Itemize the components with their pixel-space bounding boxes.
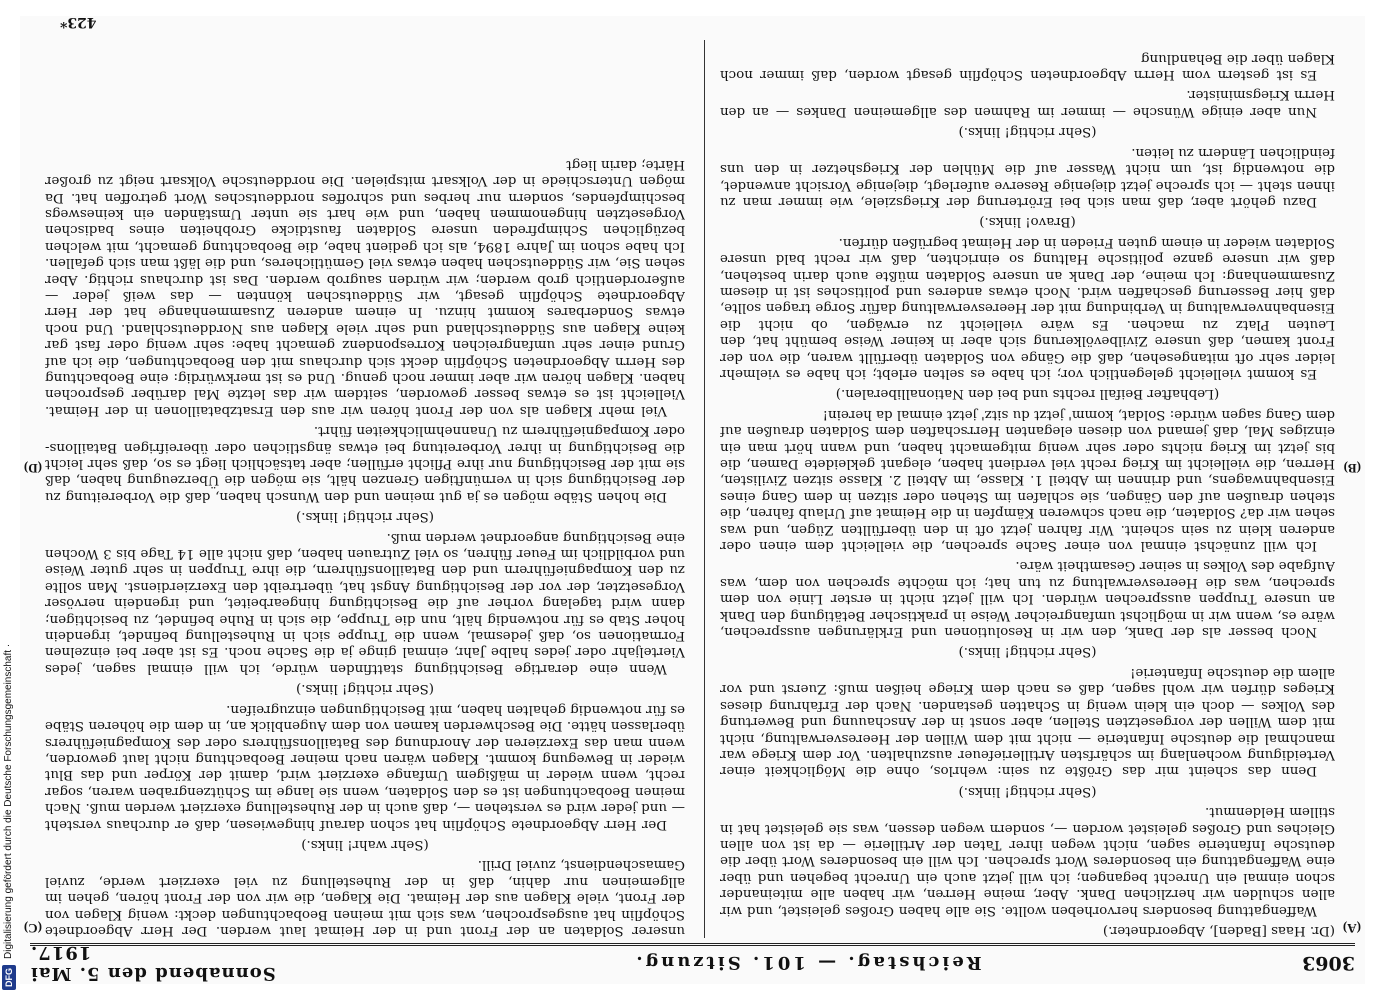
- page-title: Reichstag. — 101. Sitzung.: [633, 952, 982, 974]
- page-header: [30, 942, 1355, 984]
- interjection: (Sehr richtig! links.): [958, 124, 1097, 140]
- left-column: [720, 28, 1335, 938]
- paragraph: Waffengattung besonders hervorheben wollte. Sie alle haben Großes geleistet, und wir allen schulden wir herzlichen Dank. Aber, meine Herren, wir haben alle miteinander schon einmal ein Unrecht begangen; ich will jetzt auch ein Unrecht begehen und über eine Waffengattung ein besonderes Wort sprechen. Ich will ein besonderes Wort über die deutsche Infanterie sagen, nicht wegen ihrer Taten der Artillerie — da ist von allen Gleiches und Großes geleistet worden —, sondern wegen dessen, was sie geleistet hat in stillem Heldenmut.: [720, 804, 1335, 918]
- interjection: (Sehr richtig! links.): [296, 509, 434, 525]
- margin-marker-c: (C): [23, 921, 42, 936]
- interjection: (Sehr wahr! links.): [301, 836, 429, 852]
- interjection: (Sehr richtig! links.): [958, 644, 1097, 660]
- paragraph: Denn das scheint mir das Größte zu sein: wehrlos, ohne die Möglichkeit einer Verteidigung wochenlang im schärfsten Artilleriefeuer auszuhalten. Vor dem Kriege war manchmal die deutsche Infanterie — nicht mit dem Willen der Heeresverwaltung, nicht mit dem Willen der vorgesetzten Stellen, aber sonst in der Anschauung und Bewertung des Volkes — doch ein klein wenig in Schatten gestanden. Nach der Erfahrung dieses Krieges dürfen wir wohl sagen, daß es nach dem Kriege heißen muß: Zuerst und vor allem die deutsche Infanterie!: [720, 664, 1335, 779]
- column-divider: [704, 40, 705, 938]
- margin-marker-d: (D): [23, 461, 42, 476]
- speaker-line: (Dr. Haas [Baden], Abgeordneter.): [1102, 923, 1335, 938]
- page-date: Sonnabend den 5. Mai 1917.: [30, 942, 276, 984]
- right-column: [45, 28, 685, 938]
- page-mark: 423*: [60, 14, 97, 30]
- interjection: (Sehr richtig! links.): [296, 681, 434, 697]
- margin-marker-a: (A): [1342, 921, 1361, 936]
- paragraph: Ich will zunächst einmal von einer Sache sprechen, die vielleicht dem einen oder anderen klein zu sein scheint. Wir fahren jetzt oft in den überfüllten Zügen, und was sehen wir da? Soldaten, die nach schweren Kämpfen in die Heimat auf Urlaub fahren, die stehen draußen auf den Gängen, sie schlafen im Stehen oder sitzen in dem Gang eines Eisenbahnwagens, und drinnen im Abteil 1. Klasse, im Abteil 2. Klasse sitzen Zivilisten, Herren, die vielleicht im Krieg recht viel verdient haben, elegant gekleidete Damen, die bis jetzt im Krieg nichts oder sehr wenig mitgemacht haben, und wann hört man ein einziges Mal, daß jemand von diesen eleganten Herrschaften dem Soldaten draußen auf dem Gang sagen würde: Soldat, komm' jetzt du sitz' jetzt einmal da herein!: [720, 406, 1335, 554]
- paragraph: Wenn eine derartige Besichtigung stattfinden würde, ich will einmal sagen, jedes Vierteljahr oder jedes halbe Jahr, einmal ginge ja die Sache noch. Es ist aber bei einzelnen Formationen so, daß jedesmal, wenn die Truppe sich in Ruhestellung befindet, irgendein hoher Stab es für notwendig hält, nun die Truppe, die sich in Ruhe befindet, zu besichtigen; dann wird tagelang vorher auf die Besichtigung hingearbeitet, und irgendein nervöser Vorgesetzter, der vor der Besichtigung Angst hat, übertreibt den Exerzierdienst. Man sollte zu den Kompagnieführern und den Bataillonsführern, die ihre Truppen in sehr guter Weise und vorbildlich im Feuer führen, so viel Zutrauen haben, daß nicht alle 14 Tage bis 3 Wochen eine Besichtigung angeordnet werden muß.: [45, 529, 685, 676]
- page-number: 3063: [1302, 952, 1355, 974]
- dfg-logo: DFG: [2, 965, 16, 990]
- paragraph: Viel mehr Klagen als von der Front hören wir aus den Ersatzbataillonen in der Heimat. Vielleicht ist es etwas besser geworden, seitdem wir das letzte Mal darüber gesprochen haben. Klagen hören wir aber immer noch genug. Und es ist merkwürdig: eine Beobachtung des Herrn Abgeordneten Schöpflin deckt sich durchaus mit den Beobachtungen, die ich auf Grund einer sehr umfangreichen Korrespondenz gemacht habe: sehr wenig oder fast gar keine Klagen aus Süddeutschland und sehr viele Klagen aus Norddeutschland. Und noch etwas Sonderbares kommt hinzu. In einem anderen Zusammenhange hat der Herr Abgeordnete Schöpflin gesagt, wir Süddeutschen könnten — das weiß jeder — außerordentlich grob werden; wir würden saugrob werden. Das ist durchaus richtig. Aber sehen Sie, wir Süddeutschen haben etwas viel Gemütlicheres, und die läßt man sich gefallen. Ich habe schon im Jahre 1894, als ich gedient habe, die Beobachtung gemacht, mit welchen bezüglichen Schimpfreden unsere Soldaten faustdicke Grobheiten eines badischen Vorgesetzten hingenommen haben, und wie hart sie unter Umständen ein keineswegs beschimpfendes, sondern nur herbes und schroffes norddeutsches Wort getroffen hat. Da mögen Unterschiede in der Volksart mitspielen. Die norddeutsche Volksart neigt zu großer Härte; darin liegt: [45, 156, 685, 418]
- paragraph: Die hohen Stäbe mögen es ja gut meinen und den Wunsch haben, daß die Vorbereitung zu der Besichtigung sich in vernünftigen Grenzen hält, sie mögen die Überzeugung haben, daß sie mit der Besichtigung nur ihre Pflicht erfüllen; aber tatsächlich liegt es so, daß sehr leicht die Besichtigung in ihrer Vorbereitung bei etwas ängstlichen oder übereifrigen Bataillons- oder Kompagnieführern zu Unannehmlichkeiten führt.: [45, 423, 685, 504]
- paragraph: Der Herr Abgeordnete Schöpflin hat schon darauf hingewiesen, daß er durchaus versteht — und jeder wird es verstehen —, daß auch in der Ruhestellung exerziert werden muß. Nach meinen Beobachtungen ist es den Soldaten, wenn sie lange im Schützengraben waren, sogar recht, wenn wieder in mäßigem Umfange exerziert wird, damit der Körper und das Blut wieder in Bewegung kommt. Klagen wären nach meiner Beobachtung nicht laut geworden, wenn man das Exerzieren der Anordnung des Bataillonsführers oder des Kompagnieführers überlassen hätte. Die Beschwerden kamen von dem Augenblick an, in dem die höheren Stäbe es für notwendig gehalten haben, mit Besichtigungen einzugreifen.: [45, 701, 685, 832]
- interjection: (Lebhafter Beifall rechts und bei den Nationalliberalen.): [835, 386, 1220, 402]
- interjection: (Bravo! links.): [979, 214, 1076, 230]
- paragraph: Es ist gestern vom Herrn Abgeordneten Schöpflin gesagt worden, daß immer noch Klagen über die Behandlung: [720, 50, 1335, 83]
- credit-text: Digitalisierung gefördert durch die Deutsche Forschungsgemeinschaft ·: [3, 643, 14, 959]
- paragraph: Nun aber einige Wünsche — immer im Rahmen des allgemeinen Dankes — an den Herrn Kriegsminister.: [720, 87, 1335, 119]
- paragraph: Es kommt vielleicht gelegentlich vor; ich habe es selten erlebt; ich habe es vielmehr leider sehr oft mitangesehen, daß die Gänge von Soldaten überfüllt waren, die von der Front kamen, daß unsere Zivilbevölkerung sich aber in keiner Weise bemüht hat, den Leuten Platz zu machen. Es wäre vielleicht zu erwägen, ob nicht die Eisenbahnverwaltung in Verbindung mit der Heeresverwaltung dafür Sorge tragen sollte, daß hier Besserung geschaffen wird. Noch etwas anderes und politisches ist in diesem Zusammenhang: Ich meine, der Dank an unsere Soldaten müßte auch darin bestehen, daß wir unsere ganze politische Haltung so einrichten, daß wir recht bald unsere Soldaten wieder in einem guten Frieden in der Heimat begrüßen dürfen.: [720, 234, 1335, 381]
- paragraph: unserer Soldaten an der Front und in der Heimat laut werden. Der Herr Abgeordnete Schöpflin hat ausgesprochen, was sich mit meinen Beobachtungen deckt: wenig Klagen von der Front, viele Klagen aus der Heimat. Die Klagen, die wir von der Front hören, gehen im allgemeinen nur dahin, daß in der Ruhestellung zu viel exerziert werde, zuviel Gamaschendienst, zuviel Drill.: [45, 857, 685, 938]
- paragraph: Dazu gehört aber, daß man sich bei Erörterung der Kriegsziele, wie immer man zu ihnen steht — ich spreche jetzt diejenige Reserve auferlegt, diejenige Vorsicht anwendet, die notwendig ist, um nicht Wasser auf die Mühlen der Kriegshetzer in den uns feindlichen Ländern zu leiten.: [720, 144, 1335, 209]
- paragraph: Noch besser als der Dank, den wir in Resolutionen und Erklärungen aussprechen, wäre es, wenn wir in möglichst umfangreicher Weise in praktischer Betätigung den Dank an unsere Truppen aussprechen würden. Ich will jetzt nicht in erster Linie von dem sprechen, was die Heeresverwaltung zu tun hat; ich möchte sprechen von dem, was Aufgabe des Volkes in seiner Gesamtheit wäre.: [720, 558, 1335, 640]
- digitization-credit: [2, 0, 16, 1000]
- margin-marker-b: (B): [1343, 461, 1361, 476]
- newspaper-page: [20, 16, 1365, 984]
- interjection: (Sehr richtig! links.): [958, 783, 1097, 799]
